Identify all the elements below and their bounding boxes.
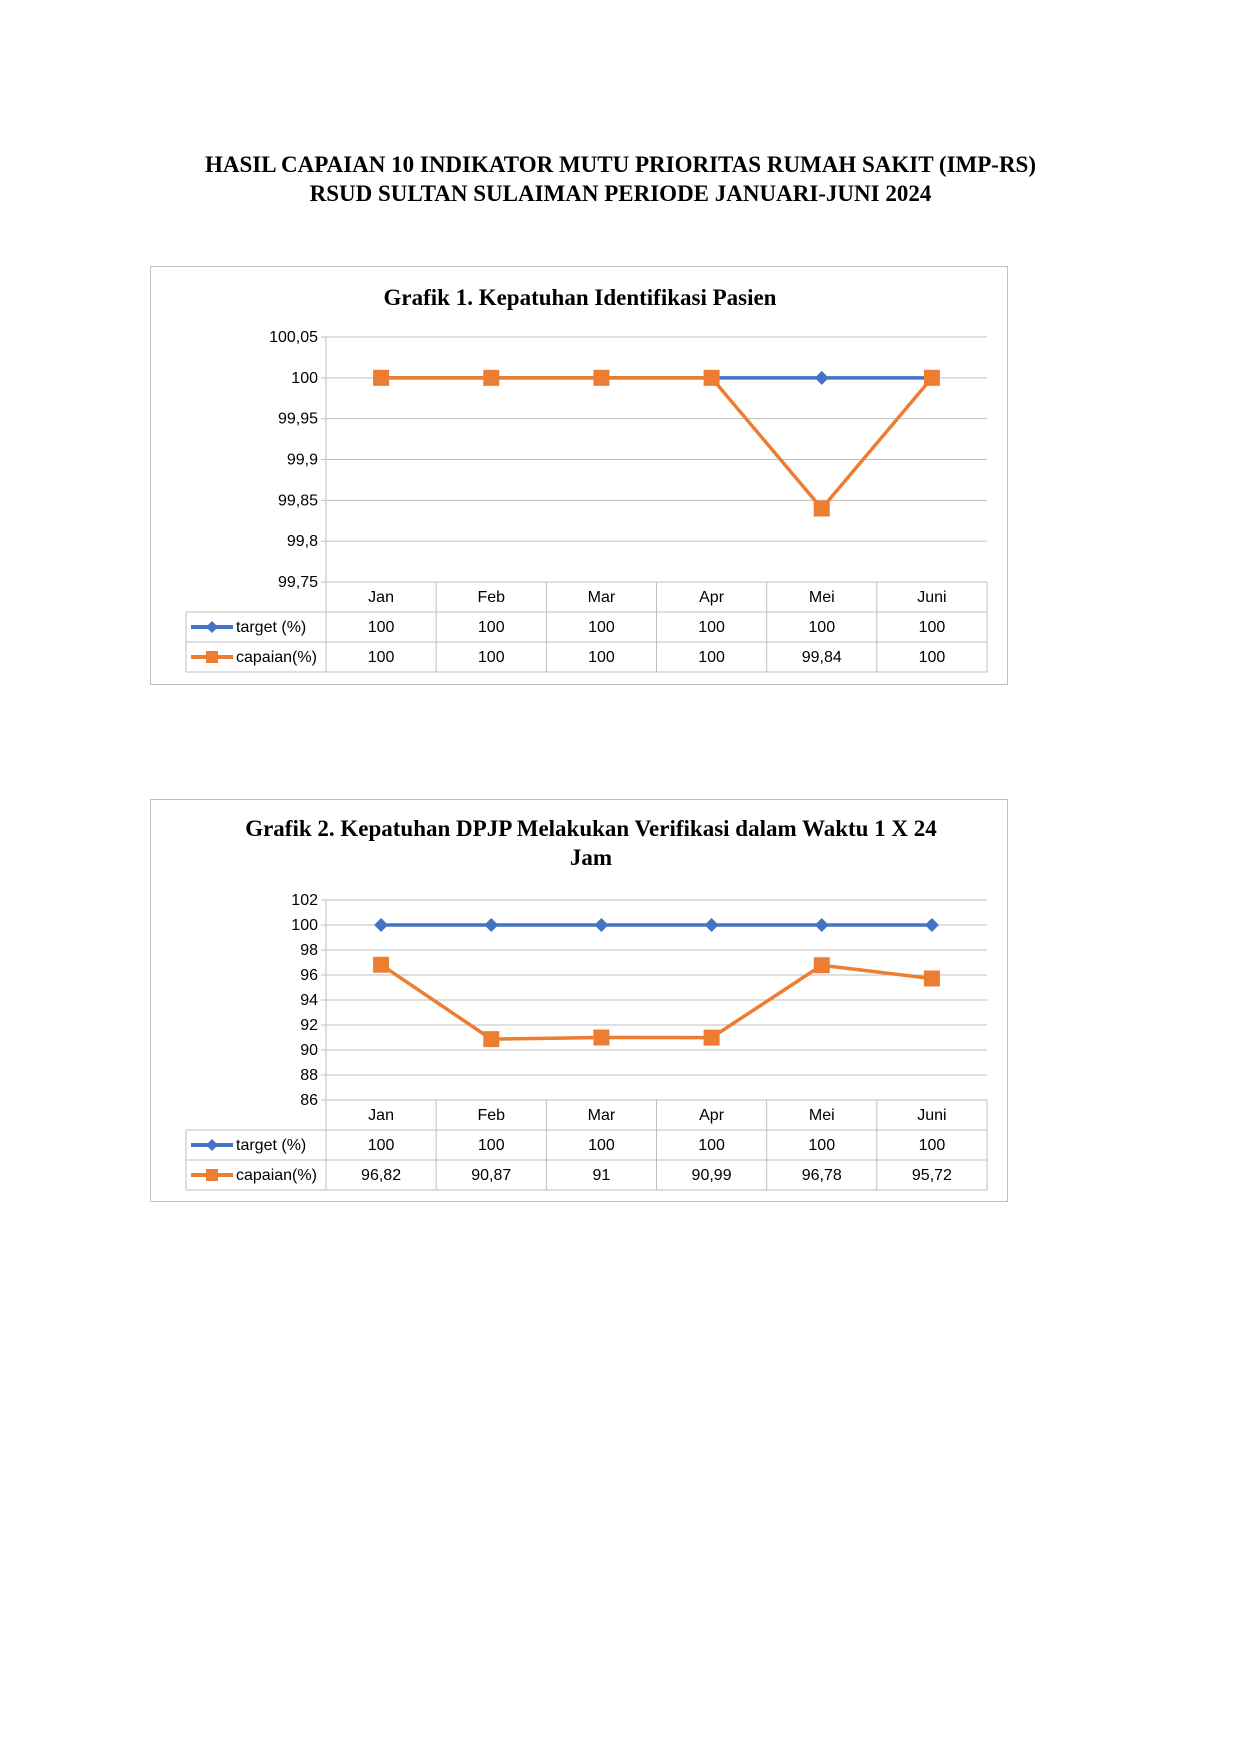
data-point-capaian <box>704 1030 720 1046</box>
data-point-target <box>925 918 939 932</box>
x-category-label: Apr <box>699 589 725 606</box>
data-point-target <box>815 918 829 932</box>
x-category-label: Mei <box>808 589 835 606</box>
series-line-capaian <box>381 378 932 509</box>
document-title-line-1: HASIL CAPAIAN 10 INDIKATOR MUTU PRIORITAS RUMAH SAKIT (IMP-RS) <box>204 152 1037 177</box>
legend-label-target: target (%) <box>236 1137 307 1154</box>
x-category-label: Jan <box>368 1107 394 1124</box>
y-tick-label: 94 <box>300 992 318 1009</box>
legend-label-target: target (%) <box>236 619 307 636</box>
data-table-value: 100 <box>698 1137 725 1154</box>
data-table-value: 100 <box>477 649 505 666</box>
data-point-capaian <box>814 501 830 517</box>
y-tick-label: 99,95 <box>277 410 318 428</box>
y-tick-label: 99,75 <box>277 574 318 591</box>
data-table-value: 95,72 <box>911 1167 952 1184</box>
x-category-label: Mei <box>808 1107 835 1124</box>
y-tick-label: 99,85 <box>277 492 318 510</box>
data-point-target <box>374 918 388 932</box>
y-tick-label: 92 <box>300 1017 318 1034</box>
legend-key-marker-diamond <box>206 621 218 633</box>
data-table-value: 90,99 <box>691 1167 732 1184</box>
data-table-value: 100 <box>918 619 946 636</box>
document-title <box>0 150 1241 208</box>
y-tick-label: 100 <box>291 917 318 934</box>
data-table-value: 100 <box>367 649 395 666</box>
y-tick-label: 88 <box>300 1067 318 1084</box>
data-table-value: 100 <box>808 1137 836 1154</box>
y-tick-label: 99,8 <box>286 533 318 551</box>
data-point-capaian <box>593 1030 609 1046</box>
data-point-target <box>484 918 498 932</box>
legend-label-capaian: capaian(%) <box>236 1167 317 1184</box>
data-point-capaian <box>483 370 499 386</box>
data-table-value: 100 <box>808 619 836 636</box>
x-category-label: Juni <box>917 589 947 606</box>
chart-2-plot <box>151 800 1009 1203</box>
data-table-value: 96,82 <box>361 1167 402 1184</box>
x-category-label: Feb <box>477 1107 506 1124</box>
y-tick-label: 98 <box>300 942 318 959</box>
data-point-capaian <box>593 370 609 386</box>
data-table-value: 100 <box>588 649 615 666</box>
data-table-value: 100 <box>698 649 725 666</box>
data-table-value: 96,78 <box>801 1167 842 1184</box>
x-category-label: Mar <box>587 589 616 606</box>
y-tick-label: 99,9 <box>286 451 318 469</box>
document-title-line-2: RSUD SULTAN SULAIMAN PERIODE JANUARI-JUNI 2024 <box>309 181 932 206</box>
chart-2-frame <box>150 799 1008 1202</box>
data-table-value: 90,87 <box>471 1167 512 1184</box>
data-point-capaian <box>924 971 940 987</box>
chart-1-plot <box>151 267 1009 686</box>
data-point-capaian <box>483 1031 499 1047</box>
legend-key-marker-square <box>206 1169 218 1181</box>
chart-2-title: Grafik 2. Kepatuhan DPJP Melakukan Verifikasi dalam Waktu 1 X 24 Jam <box>245 816 937 870</box>
y-tick-label: 100,05 <box>269 329 318 346</box>
y-tick-label: 86 <box>300 1092 318 1109</box>
legend-key-marker-square <box>206 651 218 663</box>
chart-1-title: Grafik 1. Kepatuhan Identifikasi Pasien <box>383 285 777 310</box>
data-table-value: 100 <box>918 649 946 666</box>
data-table-value: 91 <box>592 1167 611 1184</box>
legend-key-marker-diamond <box>206 1139 218 1151</box>
data-table-value: 100 <box>918 1137 946 1154</box>
data-table-value: 99,84 <box>801 649 842 666</box>
x-category-label: Mar <box>587 1107 616 1124</box>
x-category-label: Juni <box>917 1107 947 1124</box>
data-point-capaian <box>814 957 830 973</box>
x-category-label: Feb <box>477 589 506 606</box>
data-point-capaian <box>704 370 720 386</box>
data-point-capaian <box>924 370 940 386</box>
legend-label-capaian: capaian(%) <box>236 649 317 666</box>
data-table-value: 100 <box>588 1137 615 1154</box>
data-table-value: 100 <box>367 1137 395 1154</box>
series-line-capaian <box>381 965 932 1039</box>
x-category-label: Apr <box>699 1107 725 1124</box>
data-point-target <box>705 918 719 932</box>
data-point-capaian <box>373 370 389 386</box>
chart-1-frame <box>150 266 1008 685</box>
data-point-capaian <box>373 957 389 973</box>
y-tick-label: 96 <box>300 967 318 984</box>
y-tick-label: 90 <box>300 1042 318 1059</box>
data-point-target <box>815 371 829 385</box>
data-point-target <box>594 918 608 932</box>
x-category-label: Jan <box>368 589 394 606</box>
data-table-value: 100 <box>698 619 725 636</box>
y-tick-label: 100 <box>291 369 318 387</box>
data-table-value: 100 <box>367 619 395 636</box>
y-tick-label: 102 <box>291 892 318 909</box>
data-table-value: 100 <box>477 1137 505 1154</box>
data-table-value: 100 <box>477 619 505 636</box>
data-table-value: 100 <box>588 619 615 636</box>
